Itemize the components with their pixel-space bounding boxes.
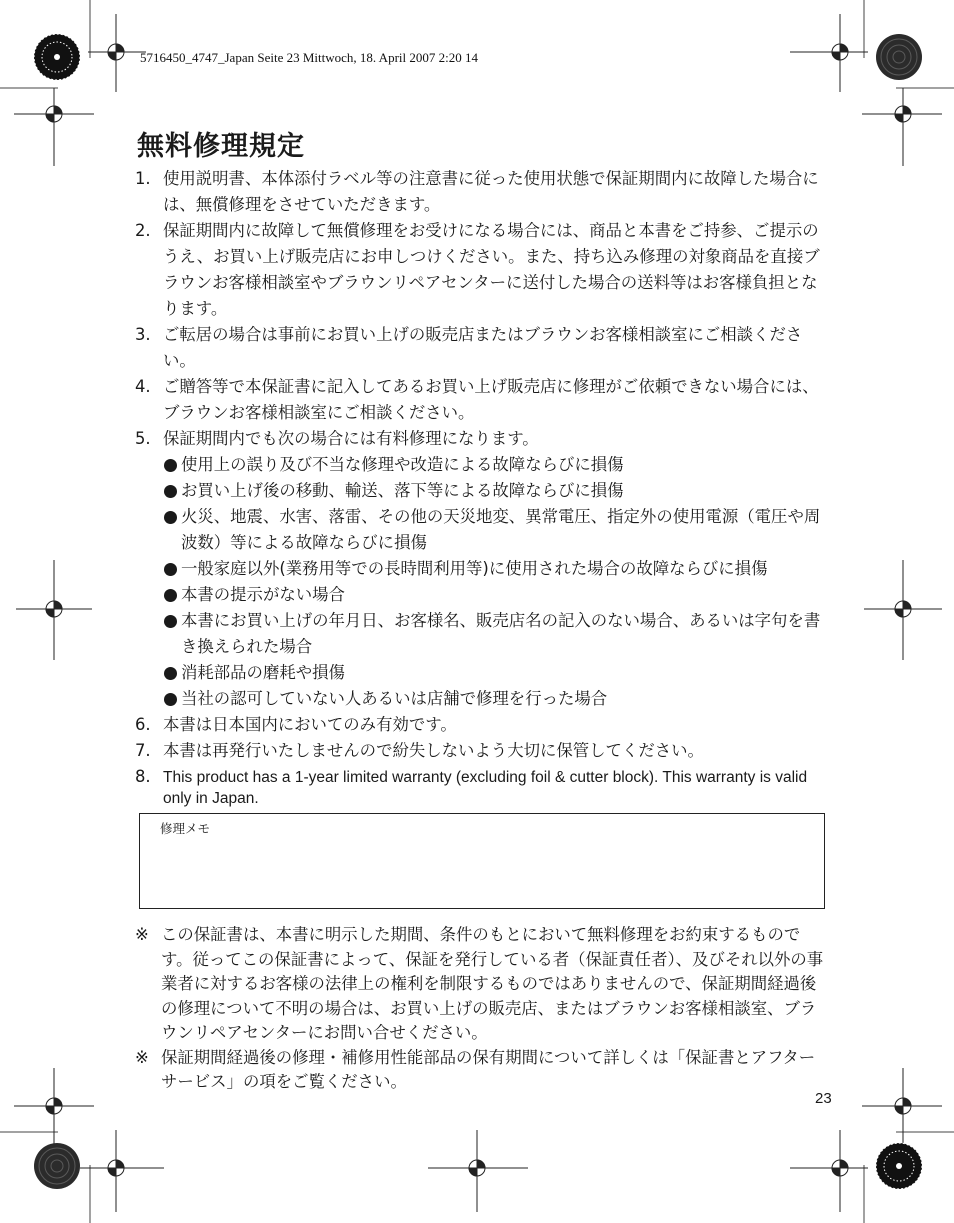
term-item	[135, 738, 825, 764]
paid-repair-conditions	[163, 452, 825, 712]
condition-item: 消耗部品の磨耗や損傷	[163, 660, 825, 686]
crosshair-bottom-right	[790, 1130, 868, 1212]
term-item	[135, 322, 825, 374]
term-item	[135, 712, 825, 738]
term-item	[135, 374, 825, 426]
term-number: 3.	[135, 325, 151, 344]
starburst-target-top-left	[34, 34, 80, 80]
crosshair-top-right	[790, 14, 868, 92]
crosshair-left-lower	[14, 1068, 94, 1144]
term-number: 6.	[135, 715, 151, 734]
term-number: 8.	[135, 767, 151, 786]
note-item	[135, 1046, 825, 1095]
term-item	[135, 764, 825, 809]
term-number: 2.	[135, 221, 151, 240]
term-text: ご転居の場合は事前にお買い上げの販売店またはブラウンお客様相談室にご相談ください。	[163, 325, 803, 370]
note-text: 保証期間経過後の修理・補修用性能部品の保有期間について詳しくは「保証書とアフターサービス」の項をご覧ください。	[161, 1047, 816, 1091]
shaded-target-bottom-left	[34, 1143, 80, 1189]
condition-item: 一般家庭以外(業務用等での長時間利用等)に使用された場合の故障ならびに損傷	[163, 556, 825, 582]
note-text: この保証書は、本書に明示した期間、条件のもとにおいて無料修理をお約束するものです。従ってこの保証書によって、保証を発行している者（保証責任者）、及びそれ以外の事業者に対するお客様の法律上の権利を制限するものではありませんので、保証期間経過後の修理について不明の場合は、お買い上げの販売店、またはブラウンお客様相談室、ブラウンリペアセンターにお問い合せください。	[161, 925, 824, 1042]
repair-memo-box	[139, 813, 825, 909]
term-text: ご贈答等で本保証書に記入してあるお買い上げ販売店に修理がご依頼できない場合には、ブラウンお客様相談室にご相談ください。	[163, 377, 819, 422]
term-text: This product has a 1-year limited warranty (excluding foil & cutter block). This warranty is valid only in Japan.	[163, 769, 808, 807]
term-number: 7.	[135, 741, 151, 760]
crosshair-left-middle	[16, 560, 92, 660]
crosshair-bottom-left	[80, 1130, 164, 1212]
term-text: 保証期間内でも次の場合には有料修理になります。	[163, 429, 539, 448]
term-item	[135, 166, 825, 218]
term-number: 1.	[135, 169, 151, 188]
crosshair-bottom-center	[428, 1130, 528, 1212]
crosshair-right-lower	[862, 1068, 942, 1144]
warranty-terms-list	[135, 166, 825, 809]
term-text: 使用説明書、本体添付ラベル等の注意書に従った使用状態で保証期間内に故障した場合には、無償修理をさせていただきます。	[163, 169, 819, 214]
crosshair-left-upper	[14, 88, 94, 166]
term-text: 本書は再発行いたしませんので紛失しないよう大切に保管してください。	[163, 741, 704, 760]
crosshair-right-middle	[864, 560, 942, 660]
crosshair-right-upper	[862, 88, 942, 166]
starburst-target-bottom-right	[876, 1143, 922, 1189]
condition-item: お買い上げ後の移動、輸送、落下等による故障ならびに損傷	[163, 478, 825, 504]
memo-label: 修理メモ	[160, 821, 211, 836]
shaded-target-top-right	[876, 34, 922, 80]
note-mark: ※	[135, 1047, 149, 1067]
crosshair-top-left	[88, 14, 146, 92]
term-number: 4.	[135, 377, 151, 396]
condition-item: 使用上の誤り及び不当な修理や改造による故障ならびに損傷	[163, 452, 825, 478]
condition-item: 本書の提示がない場合	[163, 582, 825, 608]
term-number: 5.	[135, 429, 151, 448]
note-mark: ※	[135, 925, 149, 944]
page-title: 無料修理規定	[137, 131, 305, 162]
term-text: 保証期間内に故障して無償修理をお受けになる場合には、商品と本書をご持参、ご提示のうえ、お買い上げ販売店にお申しつけください。また、持ち込み修理の対象商品を直接ブラウンお客様相談室やブラウンリペアセンターに送付した場合の送料等はお客様負担となります。	[163, 221, 820, 318]
term-text: 本書は日本国内においてのみ有効です。	[163, 715, 457, 734]
page-number: 23	[815, 1090, 832, 1107]
print-header: 5716450_4747_Japan Seite 23 Mittwoch, 18. April 2007 2:20 14	[140, 50, 478, 65]
term-item	[135, 218, 825, 322]
condition-item: 火災、地震、水害、落雷、その他の天災地変、異常電圧、指定外の使用電源（電圧や周波数）等による故障ならびに損傷	[163, 504, 825, 556]
note-item	[135, 923, 825, 1046]
condition-item: 本書にお買い上げの年月日、お客様名、販売店名の記入のない場合、あるいは字句を書き換えられた場合	[163, 608, 825, 660]
condition-item: 当社の認可していない人あるいは店舗で修理を行った場合	[163, 686, 825, 712]
term-item	[135, 426, 825, 712]
notes-section	[135, 923, 825, 1095]
